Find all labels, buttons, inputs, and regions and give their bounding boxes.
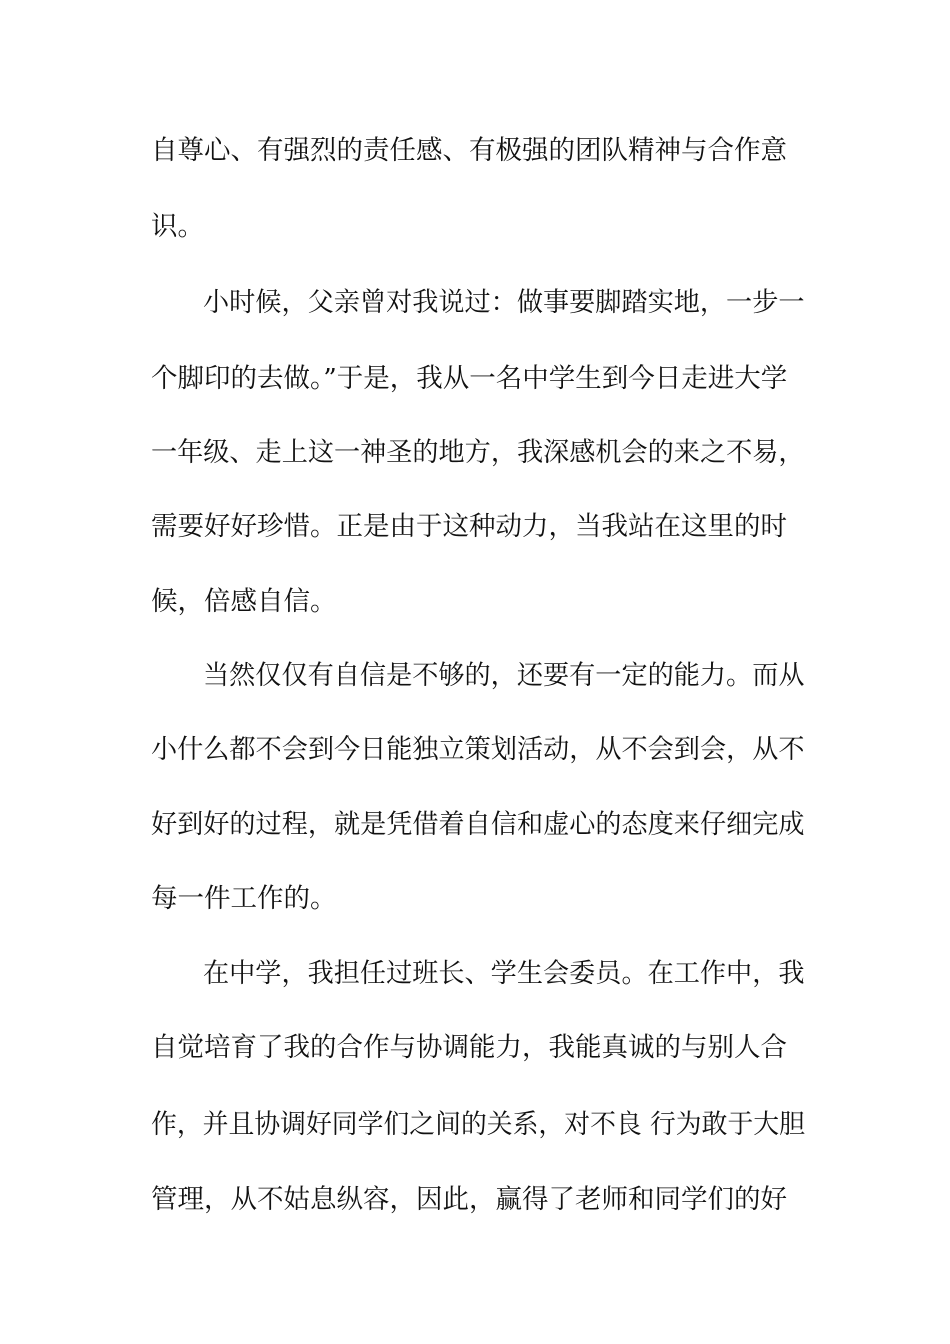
text-line-13: 自觉培育了我的合作与协调能力，我能真诚的与别人合 (151, 1032, 787, 1063)
text-line-8: 当然仅仅有自信是不够的，还要有一定的能力。而从 (203, 660, 805, 691)
text-line-3: 小时候，父亲曾对我说过：做事要脚踏实地，一步一 (203, 287, 805, 318)
text-line-5: 一年级、走上这一神圣的地方，我深感机会的来之不易， (151, 437, 805, 468)
text-line-15: 管理，从不姑息纵容，因此，赢得了老师和同学们的好 (151, 1184, 787, 1215)
text-line-1: 自尊心、有强烈的责任感、有极强的团队精神与合作意 (151, 135, 787, 166)
text-line-10: 好到好的过程，就是凭借着自信和虚心的态度来仔细完成 (151, 809, 805, 840)
text-line-2: 识。 (151, 211, 204, 242)
text-line-9: 小什么都不会到今日能独立策划活动，从不会到会，从不 (151, 734, 805, 765)
text-line-14: 作，并且协调好同学们之间的关系，对不良 行为敢于大胆 (151, 1109, 805, 1140)
text-line-11: 每一件工作的。 (151, 883, 337, 914)
text-line-12: 在中学，我担任过班长、学生会委员。在工作中，我 (203, 958, 805, 989)
text-line-6: 需要好好珍惜。正是由于这种动力，当我站在这里的时 (151, 511, 787, 542)
text-line-7: 候，倍感自信。 (151, 586, 337, 617)
text-line-4: 个脚印的去做。”于是，我从一名中学生到今日走进大学 (151, 363, 788, 394)
